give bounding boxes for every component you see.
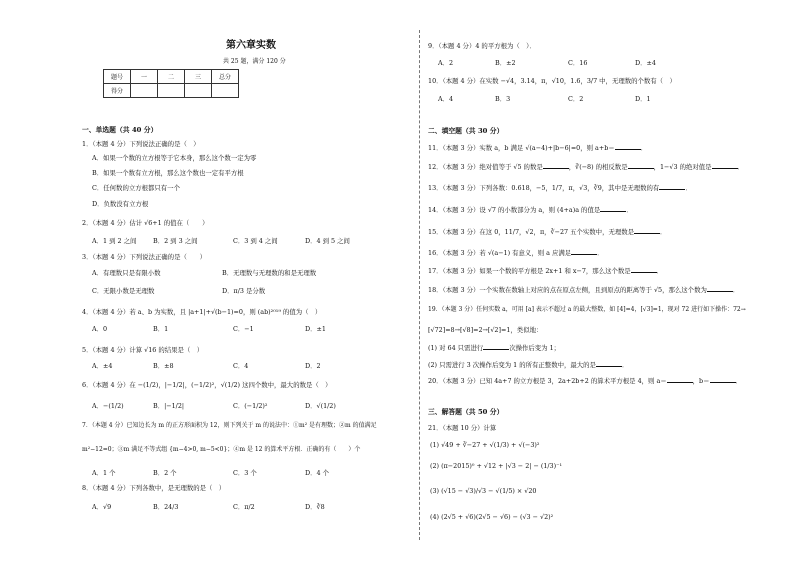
section-heading: 一、单选题（共 40 分） [82, 126, 158, 134]
option: A．±4 [92, 362, 113, 370]
option: C．3 个 [233, 469, 257, 477]
option: D．∛8 [305, 503, 325, 511]
fill-question: 11．（本题 3 分）实数 a，b 满足 √(a−4)+|b−6|=0，则 a+b＝ ． [428, 144, 648, 152]
answer-blank[interactable] [631, 266, 657, 273]
option: C．16 [568, 59, 588, 67]
option: B．2 到 3 之间 [153, 237, 198, 245]
answer-blank[interactable] [483, 343, 509, 350]
option: C．(−1/2)² [233, 402, 268, 410]
section-heading: 三、解答题（共 50 分） [428, 408, 504, 416]
answer-blank[interactable] [667, 376, 693, 383]
question-text: 次操作后变为 1； [509, 344, 561, 352]
option: D．2 [305, 362, 321, 370]
option: B．±8 [153, 362, 174, 370]
option: D．±1 [305, 325, 326, 333]
score-input-cell[interactable] [212, 84, 239, 98]
option: D．4 个 [305, 469, 330, 477]
answer-blank[interactable] [707, 285, 733, 292]
option: A．4 [438, 95, 454, 103]
question-text: 15．（本题 3 分）在这 0，11/7，√2，π，∛−27 五个实数中，无理数是 [428, 228, 635, 236]
page-subtitle: 共 25 题，满分 120 分 [223, 58, 286, 65]
question-stem: 7．（本题 4 分）已知边长为 m 的正方形面积为 12，则下列关于 m 的说法中：①m² 是有理数；②m 的值满足 [82, 422, 377, 429]
question-stem: 1．（本题 4 分）下列说法正确的是（ ） [82, 140, 200, 148]
option: A．√9 [92, 503, 112, 511]
option: C．−1 [233, 325, 254, 333]
option: C．4 [233, 362, 249, 370]
fill-question: 17．（本题 3 分）如果一个数的平方根是 2x+1 和 x−7，那么这个数是 ． [428, 267, 664, 275]
option: D．4 到 5 之间 [305, 237, 350, 245]
answer-blank[interactable] [600, 205, 626, 212]
question-text: (1) 对 64 只需进行 [428, 344, 484, 352]
question-text: ，b＝ [692, 377, 710, 385]
question-text: 16．（本题 3 分）若 √(a−1) 有意义，则 a 应满足 [428, 249, 572, 257]
question-text: ，1−√3 的绝对值是 [653, 163, 712, 171]
score-cell: 题号 [104, 70, 131, 84]
score-table-row [104, 70, 239, 84]
answer-blank[interactable] [659, 183, 685, 190]
fill-question: 20．（本题 3 分）已知 4a+7 的立方根是 3，2a+2b+2 的算术平方根是 4，则 a＝ ，b＝ ． [428, 377, 742, 385]
score-cell: 总分 [212, 70, 239, 84]
option: C．π/2 [233, 503, 255, 511]
option: B．如果一个数有立方根，那么这个数也一定有平方根 [92, 169, 244, 177]
question-text: 11．（本题 3 分）实数 a，b 满足 √(a−4)+|b−6|=0，则 a+b＝ [428, 144, 615, 152]
option: C．任何数的立方根都只有一个 [92, 184, 180, 192]
answer-blank[interactable] [710, 376, 736, 383]
score-input-cell[interactable] [131, 84, 158, 98]
question-text: 19．（本题 3 分）任何实数 a，可用 [a] 表示不超过 a 的最大整数，如 [4]=4，[√3]=1，现对 72 进行如下操作：72→ [428, 306, 746, 313]
option: A．−(1/2) [92, 402, 124, 410]
option: C．无限小数是无理数 [92, 287, 155, 295]
sub-question: (1) √49 + ∛−27 + √(1/3) + √(−3)² [430, 441, 540, 449]
question-stem: 2．（本题 4 分）估计 √6+1 的值在（ ） [82, 219, 209, 227]
answer-blank[interactable] [712, 162, 738, 169]
option: C．2 [568, 95, 584, 103]
score-input-cell[interactable] [185, 84, 212, 98]
sub-question: (2) (π−2015)⁰ + √12 + |√3 − 2| − (1/3)⁻¹ [430, 462, 563, 470]
score-cell: 一 [131, 70, 158, 84]
question-stem: 8．（本题 4 分）下列各数中，是无理数的是（ ） [82, 484, 226, 492]
option: B．2 个 [153, 469, 177, 477]
option: C．3 到 4 之间 [233, 237, 278, 245]
question-stem: 5．（本题 4 分）计算 √16 的结果是（ ） [82, 346, 204, 354]
score-cell: 三 [185, 70, 212, 84]
option: D．π/3 是分数 [222, 287, 266, 295]
question-stem: 4．（本题 4 分）若 a、b 为实数，且 |a+1|+√(b−1)=0，则 (ab)²⁰¹⁹ 的值为（ ） [82, 308, 322, 316]
question-stem: 9．（本题 4 分）4 的平方根为（ ）． [428, 42, 536, 50]
option: A．1 个 [92, 469, 116, 477]
option: A．0 [92, 325, 108, 333]
option: A．有理数只是有限小数 [92, 269, 161, 277]
score-cell: 二 [158, 70, 185, 84]
question-text: 14．（本题 3 分）设 √7 的小数部分为 a，则 (4+a)a 的值是 [428, 206, 601, 214]
fill-question: 16．（本题 3 分）若 √(a−1) 有意义，则 a 应满足 ． [428, 249, 604, 257]
fill-question: 14．（本题 3 分）设 √7 的小数部分为 a，则 (4+a)a 的值是 ． [428, 206, 633, 214]
question-text: 13．（本题 3 分）下列各数：0.618，−5，1/7，π，√3，∛9，其中是无理数的有 [428, 184, 660, 192]
answer-blank[interactable] [634, 227, 660, 234]
fill-question: (2) 只需进行 3 次操作后变为 1 的所有正整数中，最大的是 ． [428, 361, 629, 369]
question-text: 12．（本题 3 分）绝对值等于 √5 的数是 [428, 163, 543, 171]
answer-blank[interactable] [596, 360, 622, 367]
question-stem: 21．（本题 10 分）计算 [428, 424, 497, 432]
fill-question [428, 343, 560, 352]
score-input-cell[interactable] [158, 84, 185, 98]
score-cell: 得分 [104, 84, 131, 98]
answer-blank[interactable] [571, 248, 597, 255]
question-text: 17．（本题 3 分）如果一个数的平方根是 2x+1 和 x−7，那么这个数是 [428, 267, 631, 275]
score-table [103, 69, 239, 98]
question-stem: 10．（本题 4 分）在实数 −√4，3.14，π，√10，1.6，3/7 中，无理数的个数有（ ） [428, 77, 676, 85]
page-title: 第六章实数 [226, 40, 276, 51]
answer-blank[interactable] [628, 162, 654, 169]
option: A．如果一个数的立方根等于它本身，那么这个数一定为零 [92, 154, 257, 162]
question-text: (2) 只需进行 3 次操作后变为 1 的所有正整数中，最大的是 [428, 361, 596, 369]
option: B．±2 [495, 59, 516, 67]
question-text: ，∛(−8) 的相反数是 [568, 163, 628, 171]
question-text: 20．（本题 3 分）已知 4a+7 的立方根是 3，2a+2b+2 的算术平方根是 4，则 a＝ [428, 377, 667, 385]
fill-question: 13．（本题 3 分）下列各数：0.618，−5，1/7，π，√3，∛9，其中是无理数的有 ． [428, 184, 692, 192]
question-text: [√72]=8→[√8]=2→[√2]=1，类似地： [428, 326, 543, 334]
option: D．1 [635, 95, 651, 103]
answer-blank[interactable] [615, 143, 641, 150]
fill-question: 15．（本题 3 分）在这 0，11/7，√2，π，∛−27 五个实数中，无理数是 ． [428, 228, 667, 236]
option: A．2 [438, 59, 454, 67]
option: D．负数没有立方根 [92, 200, 149, 208]
fill-question: 18．（本题 3 分）一个实数在数轴上对应的点在原点左侧，且到原点的距离等于 √5，那么这个数为 ． [428, 286, 740, 294]
option: B．无理数与无理数的和是无理数 [222, 269, 317, 277]
option: D．±4 [635, 59, 656, 67]
sub-question: (3) (√15 − √3)/√3 − √(1/5) × √20 [430, 487, 537, 495]
option: D．√(1/2) [305, 402, 336, 410]
section-heading: 二、填空题（共 30 分） [428, 127, 504, 135]
option: A．1 到 2 之间 [92, 237, 137, 245]
option: B．|−1/2| [153, 402, 185, 410]
score-table-row [104, 84, 239, 98]
option: B．1 [153, 325, 169, 333]
column-divider [419, 30, 420, 540]
option: B．3 [495, 95, 511, 103]
option: B．24/3 [153, 503, 179, 511]
question-stem: m²−12=0；③m 满足不等式组 {m−4>0, m−5<0}；④m 是 12 的算术平方根．正确的有（ ）个 [82, 446, 361, 453]
question-text: 18．（本题 3 分）一个实数在数轴上对应的点在原点左侧，且到原点的距离等于 √5，那么这个数为 [428, 286, 707, 294]
question-stem: 6．（本题 4 分）在 −(1/2)，|−1/2|，(−1/2)²，√(1/2) 这四个数中，最大的数是（ ） [82, 381, 332, 389]
sub-question: (4) (2√5 + √6)(2√5 − √6) − (√3 − √2)² [430, 513, 554, 521]
question-stem: 3．（本题 4 分）下列说法正确的是（ ） [82, 253, 207, 261]
answer-blank[interactable] [543, 162, 569, 169]
fill-question: 12．（本题 3 分）绝对值等于 √5 的数是 ，∛(−8) 的相反数是 ，1−√3 的绝对值是 ． [428, 163, 744, 171]
